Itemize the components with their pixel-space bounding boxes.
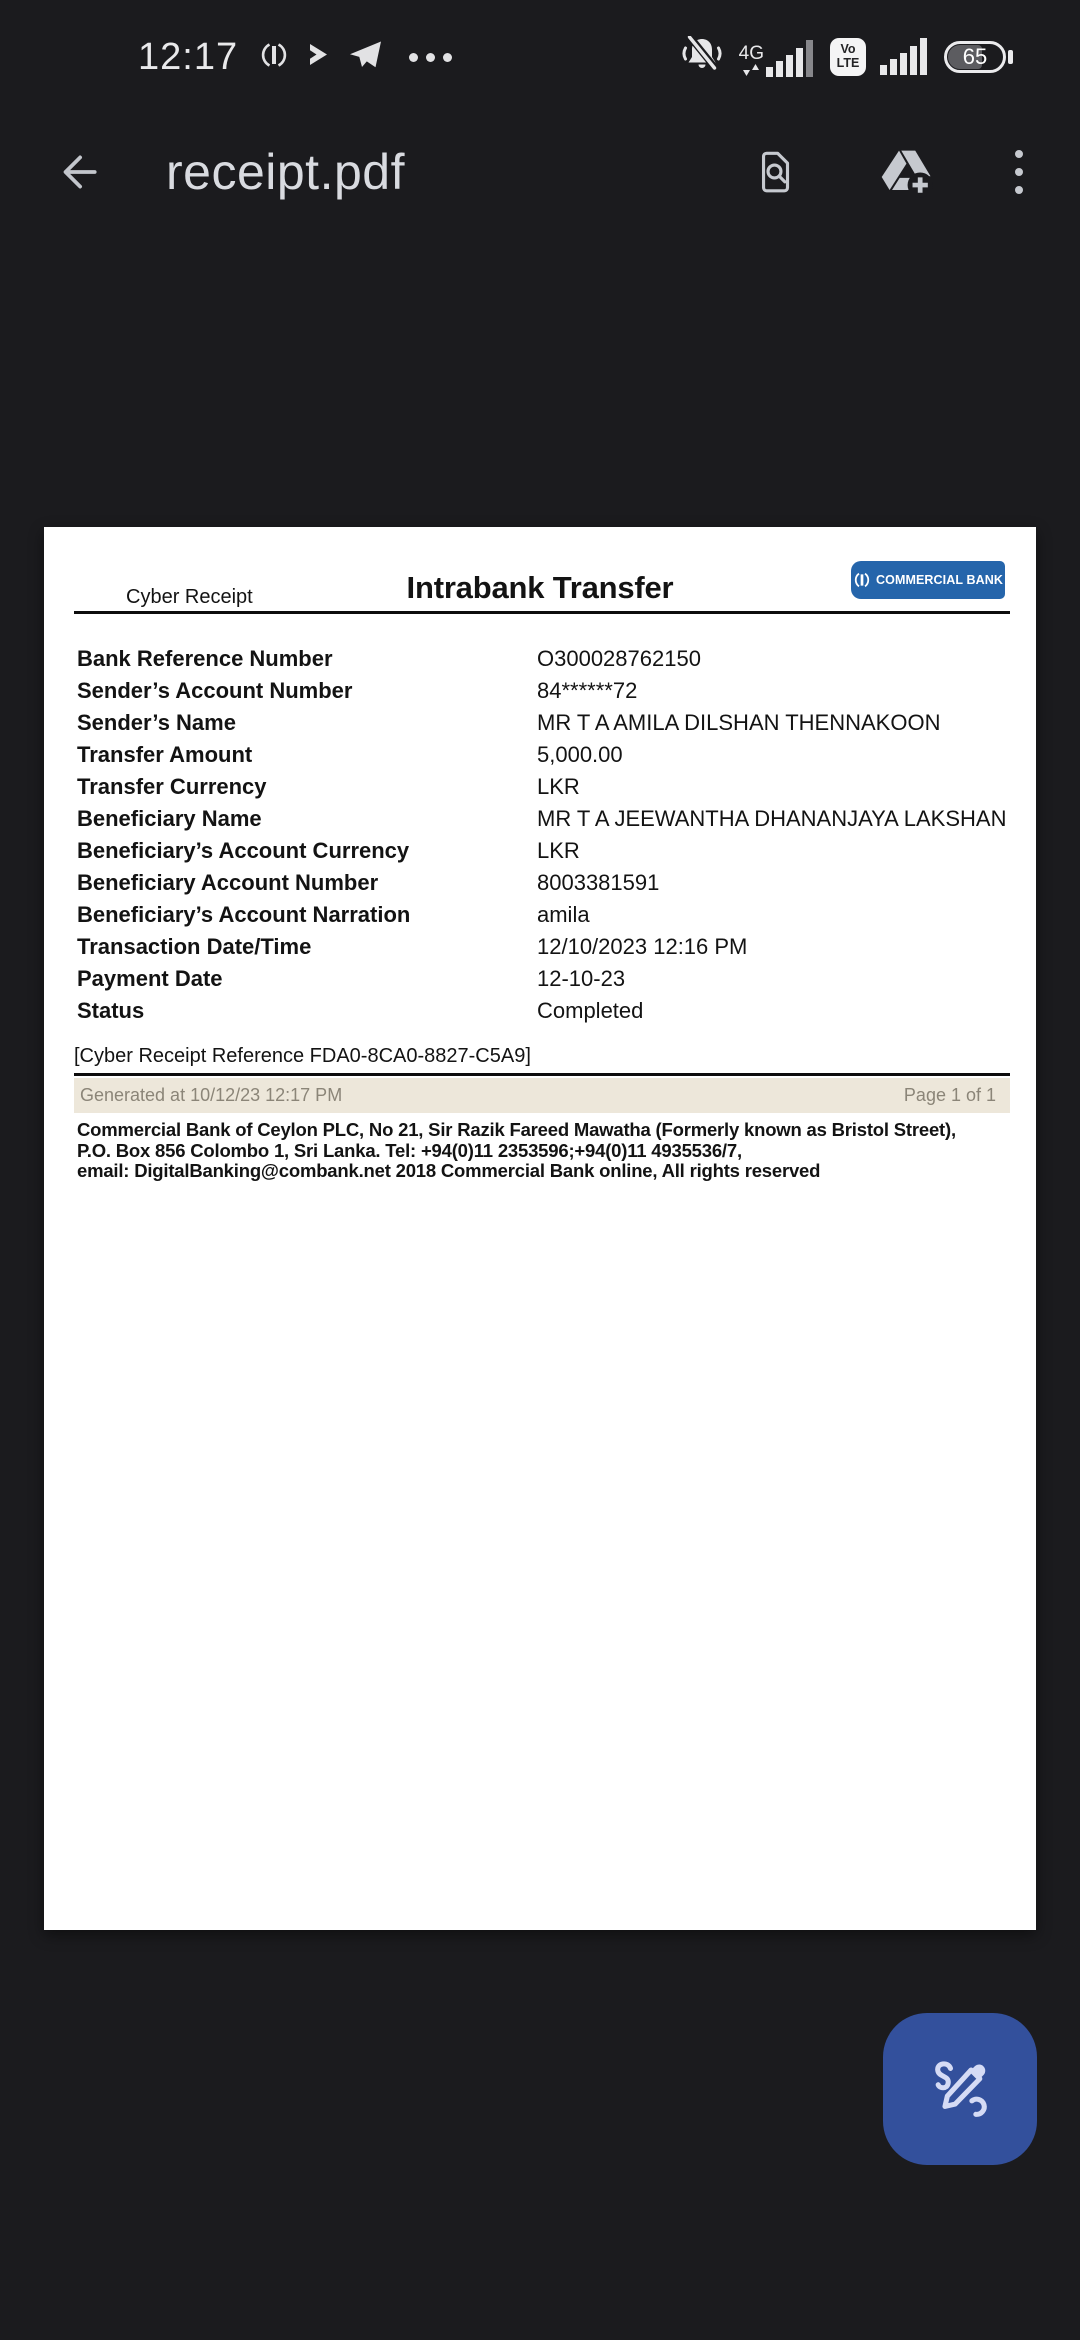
network-type-label: 4G xyxy=(738,43,764,64)
receipt-row: Bank Reference Number O300028762150 xyxy=(77,646,701,671)
battery-indicator xyxy=(944,41,1006,73)
pdf-page xyxy=(44,527,1036,1930)
mute-bell-icon xyxy=(679,36,725,79)
generated-at-label: Generated at 10/12/23 12:17 PM xyxy=(80,1085,343,1105)
status-bar-right xyxy=(679,35,1012,80)
annotate-fab[interactable] xyxy=(883,2013,1037,2165)
overflow-menu-button[interactable] xyxy=(1012,147,1026,197)
receipt-doc-type: Cyber Receipt xyxy=(126,586,253,608)
bank-address-footer: Commercial Bank of Ceylon PLC, No 21, Sir Razik Fareed Mawatha (Formerly known as Bristol Street), P.O. Box 856 Colombo 1, Sri Lanka. Tel: +94(0)11 2353596;+94(0)11 4935536/7, email: DigitalBanking@combank.net 2018 Commercial Bank online, All rights reserved xyxy=(77,1119,956,1181)
page-indicator: Page 1 of 1 xyxy=(903,1085,996,1105)
play-notification-icon xyxy=(306,41,331,73)
receipt-fields xyxy=(77,643,1008,1027)
bank-logo xyxy=(851,561,1005,599)
drive-add-icon xyxy=(876,145,936,199)
document-title: receipt.pdf xyxy=(166,144,405,200)
back-arrow-icon xyxy=(52,147,102,197)
app-bar-actions xyxy=(750,145,1026,199)
add-to-drive-button[interactable] xyxy=(876,145,936,199)
receipt-row: Transfer Currency LKR xyxy=(77,774,580,799)
signature-pen-icon xyxy=(922,2051,998,2127)
receipt-row: Beneficiary’s Account Narration amila xyxy=(77,902,590,927)
search-in-document-button[interactable] xyxy=(750,145,800,199)
footer-divider xyxy=(74,1073,1010,1076)
receipt-row: Beneficiary Account Number 8003381591 xyxy=(77,870,660,895)
receipt-row: Sender’s Name MR T A AMILA DILSHAN THENNAKOON xyxy=(77,710,941,735)
bank-name: COMMERCIAL BANK xyxy=(876,573,1003,587)
doc-search-icon xyxy=(750,145,800,199)
telegram-notification-icon xyxy=(348,40,382,75)
pdf-viewer-content[interactable] xyxy=(0,230,1080,2210)
sim2-signal-icon xyxy=(880,35,930,80)
header-divider xyxy=(74,611,1010,614)
back-button[interactable] xyxy=(52,147,102,197)
status-bar xyxy=(0,0,1080,88)
battery-percent-label: 65 xyxy=(962,44,988,69)
volte-badge: Vo LTE xyxy=(830,38,866,76)
receipt-row: Transfer Amount 5,000.00 xyxy=(77,742,623,767)
data-activity-arrows-icon xyxy=(742,63,760,77)
app-bar xyxy=(0,88,1080,230)
receipt-row: Beneficiary Name MR T A JEEWANTHA DHANANJAYA LAKSHAN xyxy=(77,806,1007,831)
commercial-bank-logo-icon xyxy=(853,571,871,589)
receipt-row: Payment Date 12-10-23 xyxy=(77,966,626,991)
receipt-row: Transaction Date/Time 12/10/2023 12:16 PM xyxy=(77,934,748,959)
kebab-menu-icon xyxy=(1012,147,1026,197)
more-notifications-icon xyxy=(409,53,452,62)
sim1-signal-icon xyxy=(739,37,816,77)
receipt-row: Beneficiary’s Account Currency LKR xyxy=(77,838,580,863)
status-bar-left xyxy=(138,36,452,79)
navigation-bar xyxy=(0,2210,1080,2340)
receipt-title: Intrabank Transfer xyxy=(406,570,674,605)
combank-notification-icon xyxy=(259,40,289,75)
battery-nub xyxy=(1008,50,1013,64)
receipt-row: Status Completed xyxy=(77,998,644,1023)
receipt-reference: [Cyber Receipt Reference FDA0-8CA0-8827-C5A9] xyxy=(74,1045,531,1067)
receipt-row: Sender’s Account Number 84******72 xyxy=(77,678,638,703)
generated-bar xyxy=(74,1078,1010,1113)
clock: 12:17 xyxy=(138,35,239,78)
